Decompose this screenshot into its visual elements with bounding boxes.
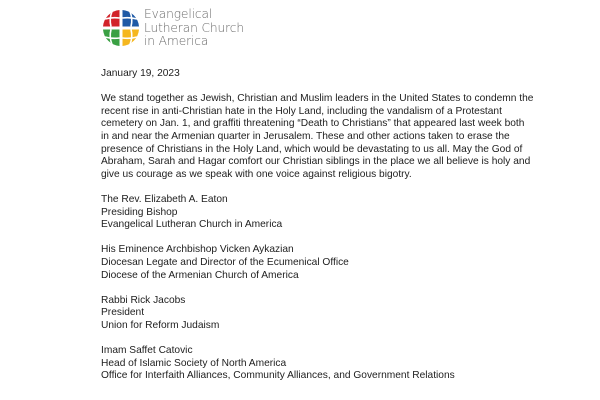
logo-line-3: in America — [144, 34, 209, 49]
signatory-block — [101, 345, 571, 383]
statement-line: presence of Christians in the Holy Land, which would be devastating to us all. May the God of — [101, 143, 523, 155]
signatory-block — [101, 295, 571, 333]
elca-logo — [101, 8, 244, 49]
signatory-organization: Union for Reform Judaism — [101, 319, 220, 331]
signatory-block — [101, 194, 571, 232]
elca-cross-globe-icon — [101, 8, 141, 48]
logo-line-2: Lutheran Church — [144, 20, 245, 35]
statement-line: recent rise in anti-Christian hate in the Holy Land, including the vandalism of a Protestant — [101, 105, 502, 117]
signatory-title: President — [101, 307, 145, 319]
statement-line: Abraham, Sarah and Hagar comfort our Christian siblings in the place we all believe is holy and — [101, 156, 531, 168]
statement-line: in and near the Armenian quarter in Jerusalem. These and other actions taken to erase the — [101, 130, 510, 142]
signatory-name: Rabbi Rick Jacobs — [101, 294, 186, 306]
statement-line: We stand together as Jewish, Christian and Muslim leaders in the United States to condemn the — [101, 93, 534, 105]
signatory-name: The Rev. Elizabeth A. Eaton — [101, 193, 228, 205]
logo-wordmark — [144, 8, 244, 49]
signatory-block — [101, 244, 571, 282]
statement-line: cemetery on Jan. 1, and graffiti threatening “Death to Christians” that appeared last week both — [101, 118, 525, 130]
statement-paragraph — [101, 93, 571, 181]
signatory-organization: Office for Interfaith Alliances, Community Alliances, and Government Relations — [101, 370, 455, 382]
signatory-organization: Evangelical Lutheran Church in America — [101, 219, 283, 231]
signatory-title: Head of Islamic Society of North America — [101, 357, 287, 369]
letter-date: January 19, 2023 — [101, 68, 180, 79]
signatory-title: Presiding Bishop — [101, 206, 178, 218]
signatory-name: Imam Saffet Catovic — [101, 345, 193, 357]
statement-line: give us courage as we speak with one voice against religious bigotry. — [101, 168, 412, 180]
signatory-title: Diocesan Legate and Director of the Ecumenical Office — [101, 256, 349, 268]
signatory-organization: Diocese of the Armenian Church of America — [101, 269, 299, 281]
signatory-name: His Eminence Archbishop Vicken Aykazian — [101, 244, 294, 256]
logo-line-1: Evangelical — [144, 7, 213, 21]
letter-body — [101, 68, 571, 395]
